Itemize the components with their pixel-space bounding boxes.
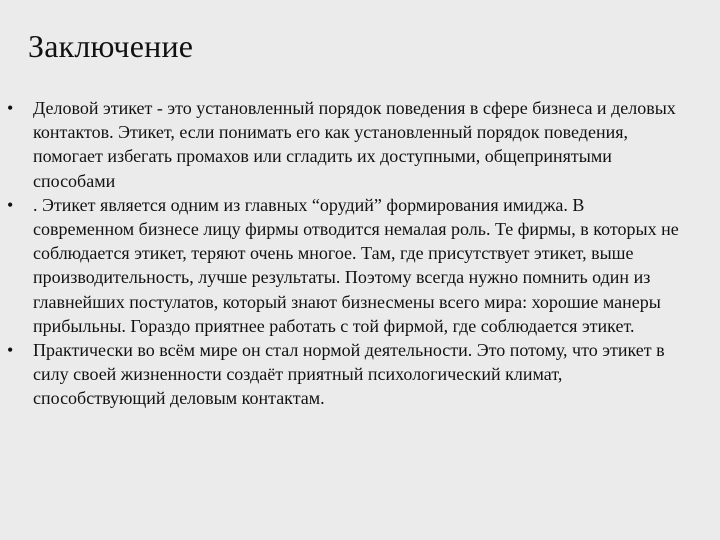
bullet-list xyxy=(0,96,720,411)
bullet-text: Практически во всём мире он стал нормой деятельности. Это потому, что этикет в силу своей жизненности создаёт приятный психологический климат, способствующий деловым контактам. xyxy=(33,340,665,409)
bullet-item xyxy=(0,338,720,411)
bullet-text: Деловой этикет - это установленный порядок поведения в сфере бизнеса и деловых контактов. Этикет, если понимать его как установленный порядок поведения, помогает избегать промахов или сгладить их доступными, общепринятыми способами xyxy=(33,98,676,191)
bullet-item xyxy=(0,96,720,193)
slide-title: Заключение xyxy=(28,28,194,64)
bullet-text: . Этикет является одним из главных “орудий” формирования имиджа. В современном бизнесе лицу фирмы отводится немалая роль. Те фирмы, в которых не соблюдается этикет, теряют очень многое. Там, где присутствует этикет, выше производительность, лучше результаты. Поэтому всегда нужно помнить один из главнейших постулатов, который знают бизнесмены всего мира: хорошие манеры прибыльны. Гораздо приятнее работать с той фирмой, где соблюдается этикет. xyxy=(33,194,679,336)
bullet-item xyxy=(0,193,720,338)
bullet-marker: • xyxy=(7,340,14,361)
bullet-marker: • xyxy=(7,98,14,118)
bullet-marker: • xyxy=(7,194,14,215)
